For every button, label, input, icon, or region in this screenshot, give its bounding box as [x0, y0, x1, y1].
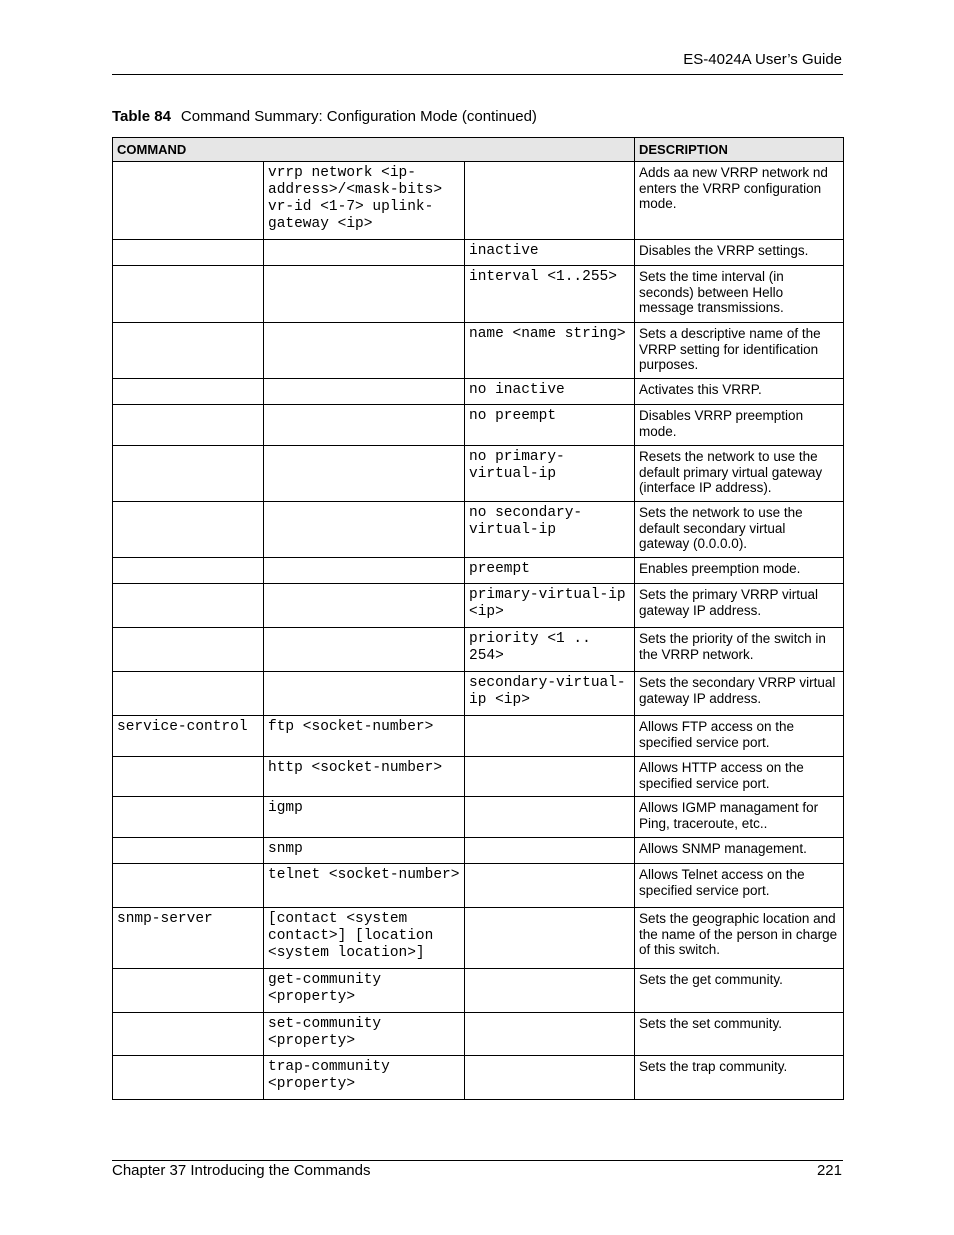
command-level-1-cell: [113, 969, 264, 1013]
description-cell: Sets the time interval (in seconds) between Hello message transmissions.: [635, 266, 844, 323]
table-row: [113, 716, 844, 757]
command-level-3-cell: no preempt: [465, 405, 635, 446]
description-cell: Sets the geographic location and the name of the person in charge of this switch.: [635, 908, 844, 969]
command-level-3-cell: no primary-virtual-ip: [465, 446, 635, 502]
table-row: [113, 405, 844, 446]
table-row: [113, 838, 844, 864]
command-level-2-cell: igmp: [264, 797, 465, 838]
footer-chapter: Chapter 37 Introducing the Commands: [112, 1162, 371, 1179]
table-row: [113, 584, 844, 628]
table-row: [113, 558, 844, 584]
command-level-1-cell: [113, 864, 264, 908]
command-level-1-cell: [113, 558, 264, 584]
table-row: [113, 797, 844, 838]
command-level-1-cell: [113, 266, 264, 323]
table-row: [113, 162, 844, 240]
command-level-3-cell: [465, 162, 635, 240]
command-level-1-cell: [113, 584, 264, 628]
description-cell: Enables preemption mode.: [635, 558, 844, 584]
description-cell: Sets a descriptive name of the VRRP setting for identification purposes.: [635, 323, 844, 379]
command-level-1-cell: [113, 628, 264, 672]
table-row: [113, 266, 844, 323]
command-level-1-cell: [113, 672, 264, 716]
command-level-2-cell: [264, 323, 465, 379]
description-cell: Sets the secondary VRRP virtual gateway IP address.: [635, 672, 844, 716]
table-row: [113, 628, 844, 672]
command-level-2-cell: [264, 379, 465, 405]
command-level-1-cell: [113, 757, 264, 797]
command-level-3-cell: [465, 757, 635, 797]
table-row: [113, 502, 844, 558]
command-level-1-cell: [113, 1056, 264, 1100]
table-row: [113, 379, 844, 405]
command-column-header: COMMAND: [113, 138, 635, 162]
command-level-1-cell: [113, 405, 264, 446]
command-level-1-cell: [113, 240, 264, 266]
table-row: [113, 240, 844, 266]
description-cell: Allows HTTP access on the specified service port.: [635, 757, 844, 797]
command-level-2-cell: telnet <socket-number>: [264, 864, 465, 908]
command-level-3-cell: [465, 1013, 635, 1056]
command-level-1-cell: [113, 446, 264, 502]
table-caption-label: Table 84: [112, 108, 171, 125]
table-row: [113, 446, 844, 502]
table-row: [113, 908, 844, 969]
command-level-3-cell: interval <1..255>: [465, 266, 635, 323]
command-level-3-cell: [465, 716, 635, 757]
command-level-1-cell: [113, 838, 264, 864]
command-level-3-cell: [465, 908, 635, 969]
command-level-2-cell: http <socket-number>: [264, 757, 465, 797]
description-cell: Sets the trap community.: [635, 1056, 844, 1100]
description-cell: Allows IGMP managament for Ping, traceroute, etc..: [635, 797, 844, 838]
command-level-2-cell: [264, 628, 465, 672]
description-cell: Allows SNMP management.: [635, 838, 844, 864]
table-caption: [112, 108, 537, 125]
table-body: [113, 162, 844, 1100]
command-level-2-cell: set-community <property>: [264, 1013, 465, 1056]
command-level-2-cell: vrrp network <ip-address>/<mask-bits> vr-id <1-7> uplink-gateway <ip>: [264, 162, 465, 240]
command-level-3-cell: [465, 838, 635, 864]
command-level-2-cell: get-community <property>: [264, 969, 465, 1013]
command-level-1-cell: [113, 323, 264, 379]
command-level-3-cell: [465, 797, 635, 838]
command-level-2-cell: [264, 502, 465, 558]
description-cell: Sets the priority of the switch in the VRRP network.: [635, 628, 844, 672]
command-level-3-cell: no secondary-virtual-ip: [465, 502, 635, 558]
command-level-2-cell: [264, 558, 465, 584]
table-row: [113, 672, 844, 716]
command-level-2-cell: ftp <socket-number>: [264, 716, 465, 757]
table-row: [113, 757, 844, 797]
command-level-1-cell: service-control: [113, 716, 264, 757]
command-level-2-cell: [264, 266, 465, 323]
footer-divider: [112, 1160, 843, 1161]
running-header-title: ES-4024A User’s Guide: [683, 51, 842, 68]
table-row: [113, 1013, 844, 1056]
command-level-2-cell: snmp: [264, 838, 465, 864]
table-caption-text: Command Summary: Configuration Mode (continued): [180, 108, 537, 125]
command-level-2-cell: [264, 405, 465, 446]
footer-page-number: 221: [816, 1162, 842, 1179]
command-level-2-cell: [264, 446, 465, 502]
command-level-1-cell: [113, 1013, 264, 1056]
command-level-2-cell: [264, 584, 465, 628]
description-cell: Sets the set community.: [635, 1013, 844, 1056]
command-level-3-cell: secondary-virtual-ip <ip>: [465, 672, 635, 716]
description-cell: Disables the VRRP settings.: [635, 240, 844, 266]
table-row: [113, 323, 844, 379]
description-cell: Sets the primary VRRP virtual gateway IP address.: [635, 584, 844, 628]
command-level-3-cell: [465, 864, 635, 908]
description-cell: Resets the network to use the default primary virtual gateway (interface IP address).: [635, 446, 844, 502]
command-level-3-cell: preempt: [465, 558, 635, 584]
header-divider: [112, 74, 843, 75]
command-level-3-cell: primary-virtual-ip <ip>: [465, 584, 635, 628]
table-header-row: [113, 138, 844, 162]
command-level-2-cell: [264, 240, 465, 266]
description-cell: Allows FTP access on the specified service port.: [635, 716, 844, 757]
description-cell: Disables VRRP preemption mode.: [635, 405, 844, 446]
table-row: [113, 969, 844, 1013]
description-column-header: DESCRIPTION: [635, 138, 844, 162]
description-cell: Adds aa new VRRP network nd enters the VRRP configuration mode.: [635, 162, 844, 240]
command-level-1-cell: [113, 379, 264, 405]
command-level-3-cell: no inactive: [465, 379, 635, 405]
command-level-1-cell: snmp-server: [113, 908, 264, 969]
command-level-2-cell: trap-community <property>: [264, 1056, 465, 1100]
description-cell: Activates this VRRP.: [635, 379, 844, 405]
command-level-3-cell: priority <1 .. 254>: [465, 628, 635, 672]
command-level-3-cell: [465, 969, 635, 1013]
command-level-1-cell: [113, 502, 264, 558]
table-row: [113, 864, 844, 908]
command-level-3-cell: inactive: [465, 240, 635, 266]
command-level-3-cell: name <name string>: [465, 323, 635, 379]
command-level-2-cell: [contact <system contact>] [location <system location>]: [264, 908, 465, 969]
command-level-1-cell: [113, 162, 264, 240]
command-summary-table: [112, 137, 844, 1100]
command-level-3-cell: [465, 1056, 635, 1100]
description-cell: Allows Telnet access on the specified service port.: [635, 864, 844, 908]
table-row: [113, 1056, 844, 1100]
command-level-1-cell: [113, 797, 264, 838]
description-cell: Sets the network to use the default secondary virtual gateway (0.0.0.0).: [635, 502, 844, 558]
command-level-2-cell: [264, 672, 465, 716]
description-cell: Sets the get community.: [635, 969, 844, 1013]
